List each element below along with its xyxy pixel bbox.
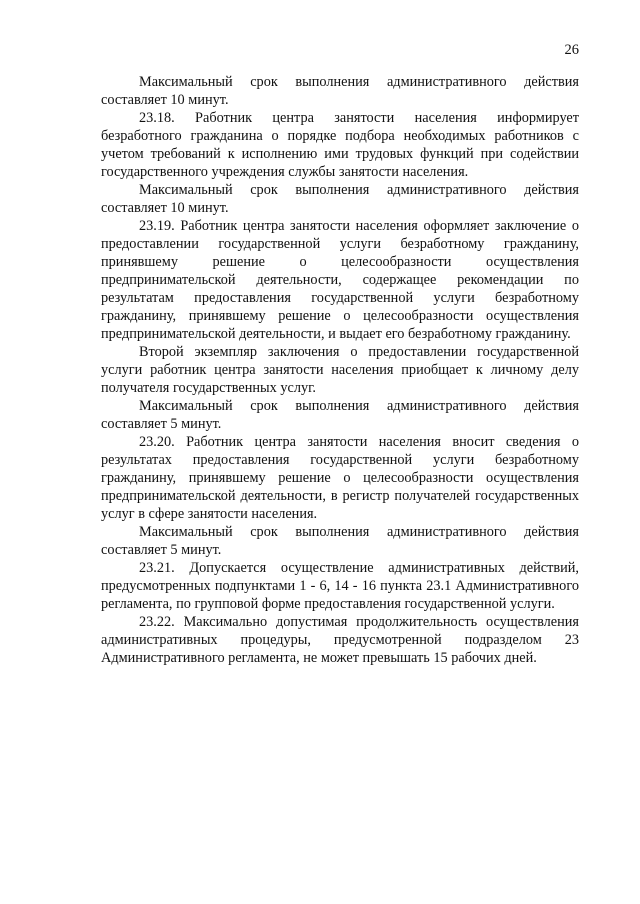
paragraph-23-22: 23.22. Максимально допустимая продолжительность осуществления административных процедуры, предусмотренной подразделом 23 Административного регламента, не может превышать 15 рабочих дней. <box>101 614 579 666</box>
document-body <box>101 73 579 667</box>
paragraph-max-time-2: Максимальный срок выполнения административного действия составляет 10 минут. <box>101 182 579 216</box>
paragraph-23-21: 23.21. Допускается осуществление административных действий, предусмотренных подпунктами 1 - 6, 14 - 16 пункта 23.1 Административного регламента, по групповой форме предоставления государственной услуги. <box>101 560 579 612</box>
paragraph-23-20: 23.20. Работник центра занятости населения вносит сведения о результатах предоставления государственной услуги безработному гражданину, принявшему решение о целесообразности осуществления предпринимательской деятельности, в регистр получателей государственных услуг в сфере занятости населения. <box>101 434 579 522</box>
paragraph-23-19: 23.19. Работник центра занятости населения оформляет заключение о предоставлении государственной услуги безработному гражданину, принявшему решение о целесообразности осуществления предпринимательской деятельности, содержащее рекомендации по результатам предоставления государственной услуги безработному гражданину, принявшему решение о целесообразности осуществления предпринимательской деятельности, и выдает его безработному гражданину. <box>101 218 579 342</box>
paragraph-23-18: 23.18. Работник центра занятости населения информирует безработного гражданина о порядке подбора необходимых работников с учетом требований к исполнению ими трудовых функций при содействии государственного учреждения службы занятости населения. <box>101 110 579 180</box>
page-number: 26 <box>564 42 579 58</box>
paragraph-second-copy: Второй экземпляр заключения о предоставлении государственной услуги работник центра занятости населения приобщает к личному делу получателя государственных услуг. <box>101 344 579 396</box>
paragraph-max-time-4: Максимальный срок выполнения административного действия составляет 5 минут. <box>101 524 579 558</box>
paragraph-max-time-1: Максимальный срок выполнения административного действия составляет 10 минут. <box>101 74 579 108</box>
paragraph-max-time-3: Максимальный срок выполнения административного действия составляет 5 минут. <box>101 398 579 432</box>
